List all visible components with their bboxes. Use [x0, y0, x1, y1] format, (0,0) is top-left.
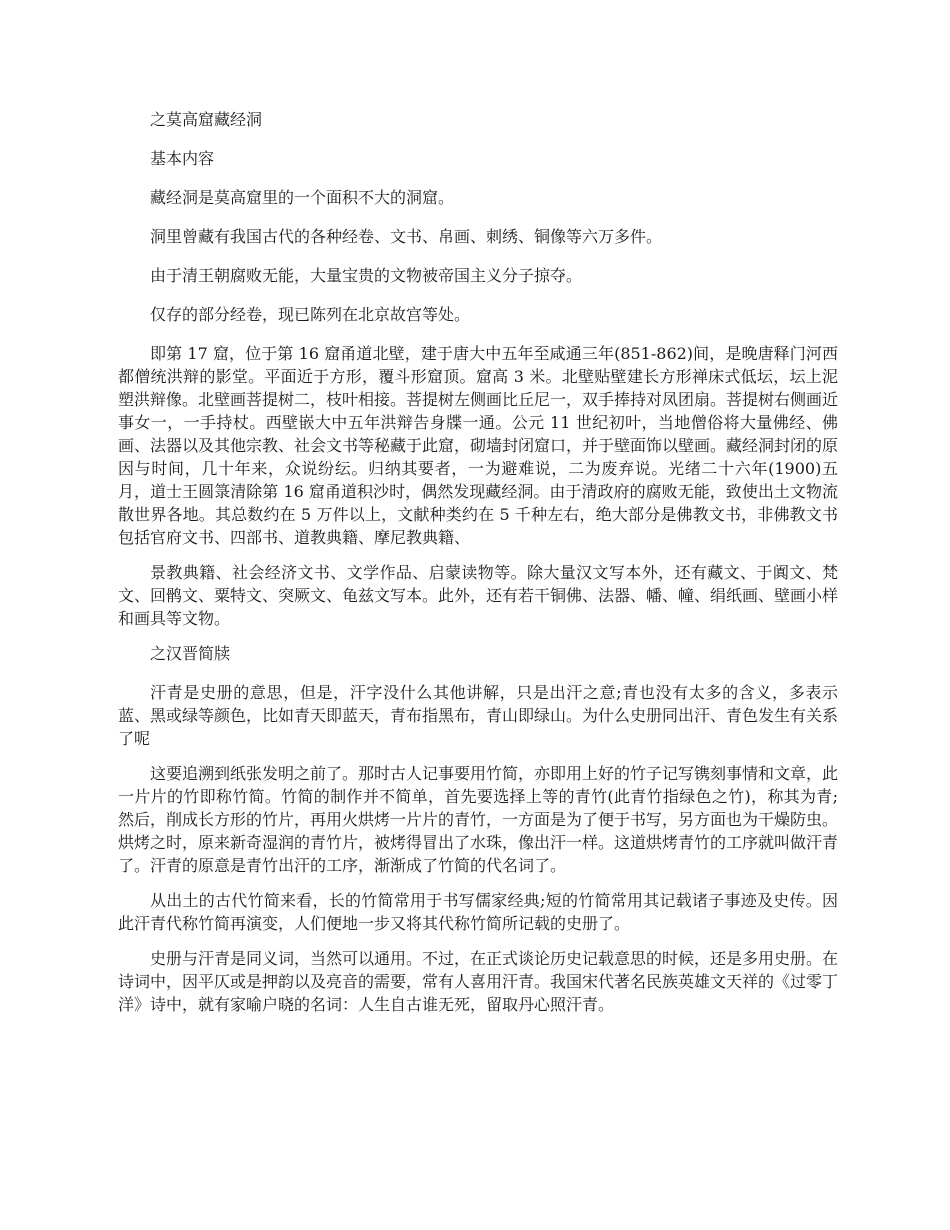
section-title-mogao: 之莫高窟藏经洞: [150, 110, 263, 129]
section-title-bamboo-slips: 之汉晋简牍: [150, 644, 231, 663]
paragraph: 景教典籍、社会经济文书、文学作品、启蒙读物等。除大量汉文写本外，还有藏文、于阗文、梵文、回鹘文、粟特文、突厥文、龟兹文写本。此外，还有若干铜佛、法器、幡、幢、绢纸画、壁画小样和画具等文物。: [118, 563, 839, 628]
paragraph: 从出土的古代竹简来看，长的竹简常用于书写儒家经典;短的竹简常用其记载诸子事迹及史传。因此汗青代称竹简再演变，人们便地一步又将其代称竹简所记载的史册了。: [118, 891, 838, 933]
paragraph: 史册与汗青是同义词，当然可以通用。不过，在正式谈论历史记载意思的时候，还是多用史册。在诗词中，因平仄或是押韵以及亮音的需要，常有人喜用汗青。我国宋代著名民族英雄文天祥的《过零丁洋》诗中，就有家喻户晓的名词：人生自古谁无死，留取丹心照汗青。: [118, 949, 839, 1014]
paragraph: 由于清王朝腐败无能，大量宝贵的文物被帝国主义分子掠夺。: [150, 266, 583, 285]
paragraph: 藏经洞是莫高窟里的一个面积不大的洞窟。: [150, 188, 455, 207]
paragraph: 汗青是史册的意思，但是，汗字没什么其他讲解，只是出汗之意;青也没有太多的含义，多表示蓝、黑或绿等颜色，比如青天即蓝天，青布指黑布，青山即绿山。为什么史册同出汗、青色发生有关系了呢: [118, 683, 839, 748]
subheading-basic-content: 基本内容: [150, 149, 215, 168]
paragraph: 这要追溯到纸张发明之前了。那时古人记事要用竹简，亦即用上好的竹子记写镌刻事情和文章，此一片片的竹即称竹简。竹简的制作并不简单，首先要选择上等的青竹(此青竹指绿色之竹)，称其为青;然后，削成长方形的竹片，再用火烘烤一片片的青竹，一方面是为了便于书写，另方面也为干燥防虫。烘烤之时，原来新奇湿润的青竹片，被烤得冒出了水珠，像出汗一样。这道烘烤青竹的工序就叫做汗青了。汗青的原意是青竹出汗的工序，渐渐成了竹简的代名词了。: [118, 764, 839, 875]
paragraph: 洞里曾藏有我国古代的各种经卷、文书、帛画、刺绣、铜像等六万多件。: [150, 227, 663, 246]
document-page: [118, 108, 838, 1028]
paragraph: 即第 17 窟，位于第 16 窟甬道北壁，建于唐大中五年至咸通三年(851-862)间，是晚唐释门河西都僧统洪辩的影堂。平面近于方形，覆斗形窟顶。窟高 3 米。北壁贴壁建长方形禅床式低坛，坛上泥塑洪辩像。北壁画菩提树二，枝叶相接。菩提树左侧画比丘尼一，双手捧持对凤团扇。菩提树右侧画近事女一，一手持杖。西壁嵌大中五年洪辩告身牒一通。公元 11 世纪初叶，当地僧俗将大量佛经、佛画、法器以及其他宗教、社会文书等秘藏于此窟，砌墙封闭窟口，并于壁面饰以壁画。藏经洞封闭的原因与时间，几十年来，众说纷纭。归纳其要者，一为避难说，二为废弃说。光绪二十六年(1900)五月，道士王圆箓清除第 16 窟甬道积沙时，偶然发现藏经洞。由于清政府的腐败无能，致使出土文物流散世界各地。其总数约在 5 万件以上，文献种类约在 5 千种左右，绝大部分是佛教文书，非佛教文书包括官府文书、四部书、道教典籍、摩尼教典籍、: [118, 344, 839, 547]
paragraph: 仅存的部分经卷，现已陈列在北京故宫等处。: [150, 305, 471, 324]
